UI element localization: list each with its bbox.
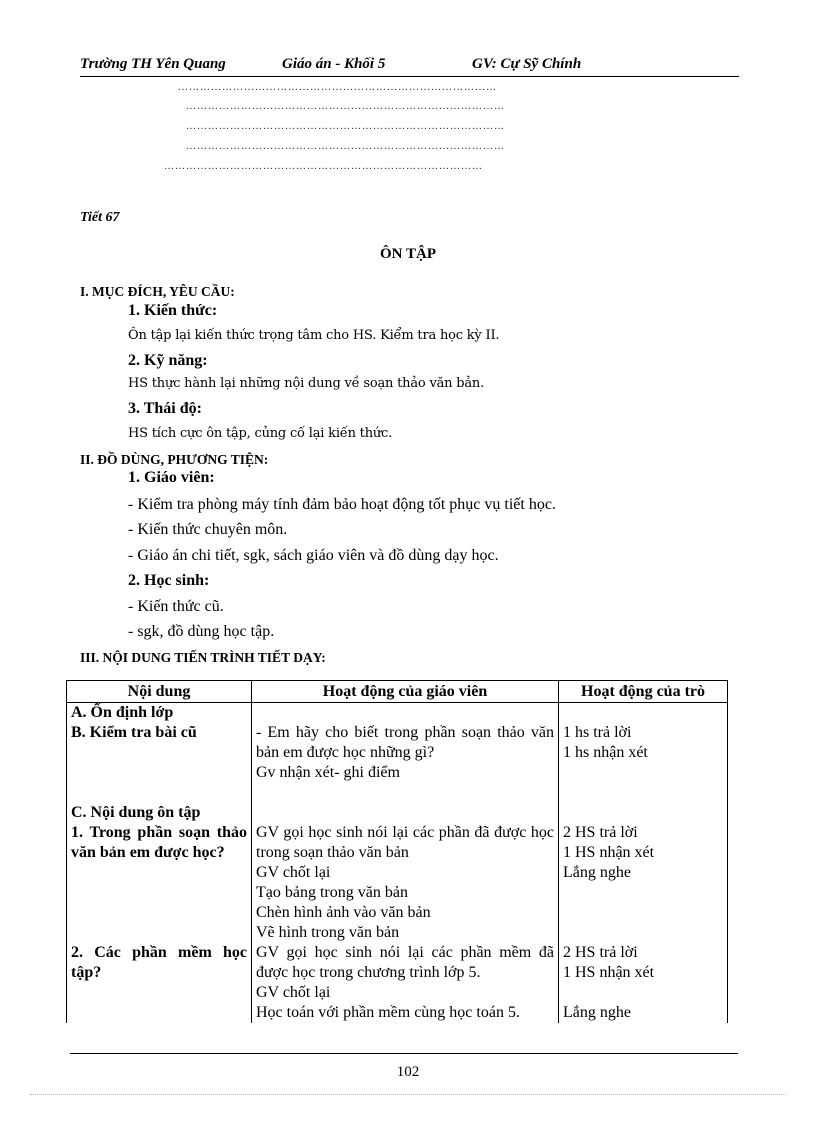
table-cell [67,783,252,943]
table-header-row [67,681,728,703]
page-number: 102 [396,1064,420,1080]
cell-line: GV gọi học sinh nói lại các phần đã được học trong soạn thảo văn bản [256,824,554,861]
cell-line [563,983,723,1003]
section-heading: I. MỤC ĐÍCH, YÊU CẦU: [80,284,235,299]
lesson-plan-table [66,680,728,1023]
table-row [67,703,728,784]
column-header: Hoạt động của giáo viên [252,681,559,703]
cell-line: Chèn hình ảnh vào văn bản [256,904,431,921]
header-school: Trường TH Yên Quang [80,56,226,72]
cell-line: 1 hs trả lời [563,724,632,741]
cell-line: Tạo bảng trong văn bản [256,884,408,901]
cell-line: Học toán với phần mềm cùng học toán 5. [256,1004,520,1021]
list-item: - sgk, đồ dùng học tập. [128,623,275,640]
cell-line: GV chốt lại [256,864,331,881]
cell-line: Gv nhận xét- ghi điểm [256,764,400,781]
column-header: Hoạt động của trò [559,681,728,703]
cell-line: Lắng nghe [563,1004,631,1021]
list-item: - Kiến thức chuyên môn. [128,521,288,538]
header-teacher: GV: Cự Sỹ Chính [472,56,582,72]
table-row [67,783,728,943]
page-edge-divider [30,1094,786,1095]
table-cell [252,943,559,1023]
table-cell [67,943,252,1023]
list-item: - Kiểm tra phòng máy tính đảm bảo hoạt động tốt phục vụ tiết học. [128,496,556,513]
list-item: - Giáo án chi tiết, sgk, sách giáo viên và đồ dùng dạy học. [128,547,499,564]
table-cell [559,783,728,943]
cell-line: A. Ổn định lớp [71,704,174,721]
cell-line: 1 hs nhận xét [563,744,648,761]
cell-line [256,703,554,723]
cell-line: 2 HS trả lời [563,824,638,841]
cell-line: B. Kiểm tra bài cũ [71,724,197,741]
subheading-attitude: 3. Thái độ: [128,400,202,417]
lesson-number: Tiết 67 [80,210,120,225]
header-plan: Giáo án - Khối 5 [282,56,386,72]
list-item: - Kiến thức cũ. [128,598,224,615]
cell-line: 2. Các phần mềm học tập? [71,944,247,981]
cell-line: 1 HS nhận xét [563,844,655,861]
table-cell [252,703,559,784]
cell-line: Vẽ hình trong văn bản [256,924,400,941]
table-row [67,943,728,1023]
page-title: ÔN TẬP [380,246,436,262]
cell-line: GV gọi học sinh nói lại các phần mềm đã được học trong chương trình lớp 5. [256,944,554,981]
footer-divider [70,1053,738,1054]
cell-line: C. Nội dung ôn tập [71,804,201,821]
skill-text: HS thực hành lại những nội dung về soạn thảo văn bản. [128,376,485,391]
cell-line: 2 HS trả lời [563,944,638,961]
dotted-line: …………………………………………………………………………… [186,121,505,132]
page-header [80,54,739,77]
section-heading: II. ĐỒ DÙNG, PHƯƠNG TIỆN: [80,452,269,467]
table-cell [559,943,728,1023]
cell-line: - Em hãy cho biết trong phần soạn thảo văn bản em được học những gì? [256,724,554,761]
section-heading: III. NỘI DUNG TIẾN TRÌNH TIẾT DẠY: [80,650,326,665]
table-cell [67,703,252,784]
cell-line: 1. Trong phần soạn thảo văn bản em được học? [71,824,247,861]
subheading-skill: 2. Kỹ năng: [128,352,208,369]
attitude-text: HS tích cực ôn tập, củng cố lại kiến thức. [128,426,393,441]
subheading-student: 2. Học sinh: [128,572,210,589]
cell-line: Lắng nghe [563,864,631,881]
column-header: Nội dung [67,681,252,703]
dotted-line: …………………………………………………………………………… [178,82,497,93]
table-cell [252,783,559,943]
subheading-knowledge: 1. Kiến thức: [128,302,218,319]
dotted-line: …………………………………………………………………………… [186,141,505,152]
dotted-line: …………………………………………………………………………… [164,161,483,172]
cell-line [563,703,723,723]
cell-line: 1 HS nhận xét [563,964,655,981]
table-cell [559,703,728,784]
cell-line: GV chốt lại [256,984,331,1001]
dotted-line: …………………………………………………………………………… [186,101,505,112]
knowledge-text: Ôn tập lại kiến thức trọng tâm cho HS. Kiểm tra học kỳ II. [128,328,500,343]
subheading-teacher: 1. Giáo viên: [128,469,215,486]
